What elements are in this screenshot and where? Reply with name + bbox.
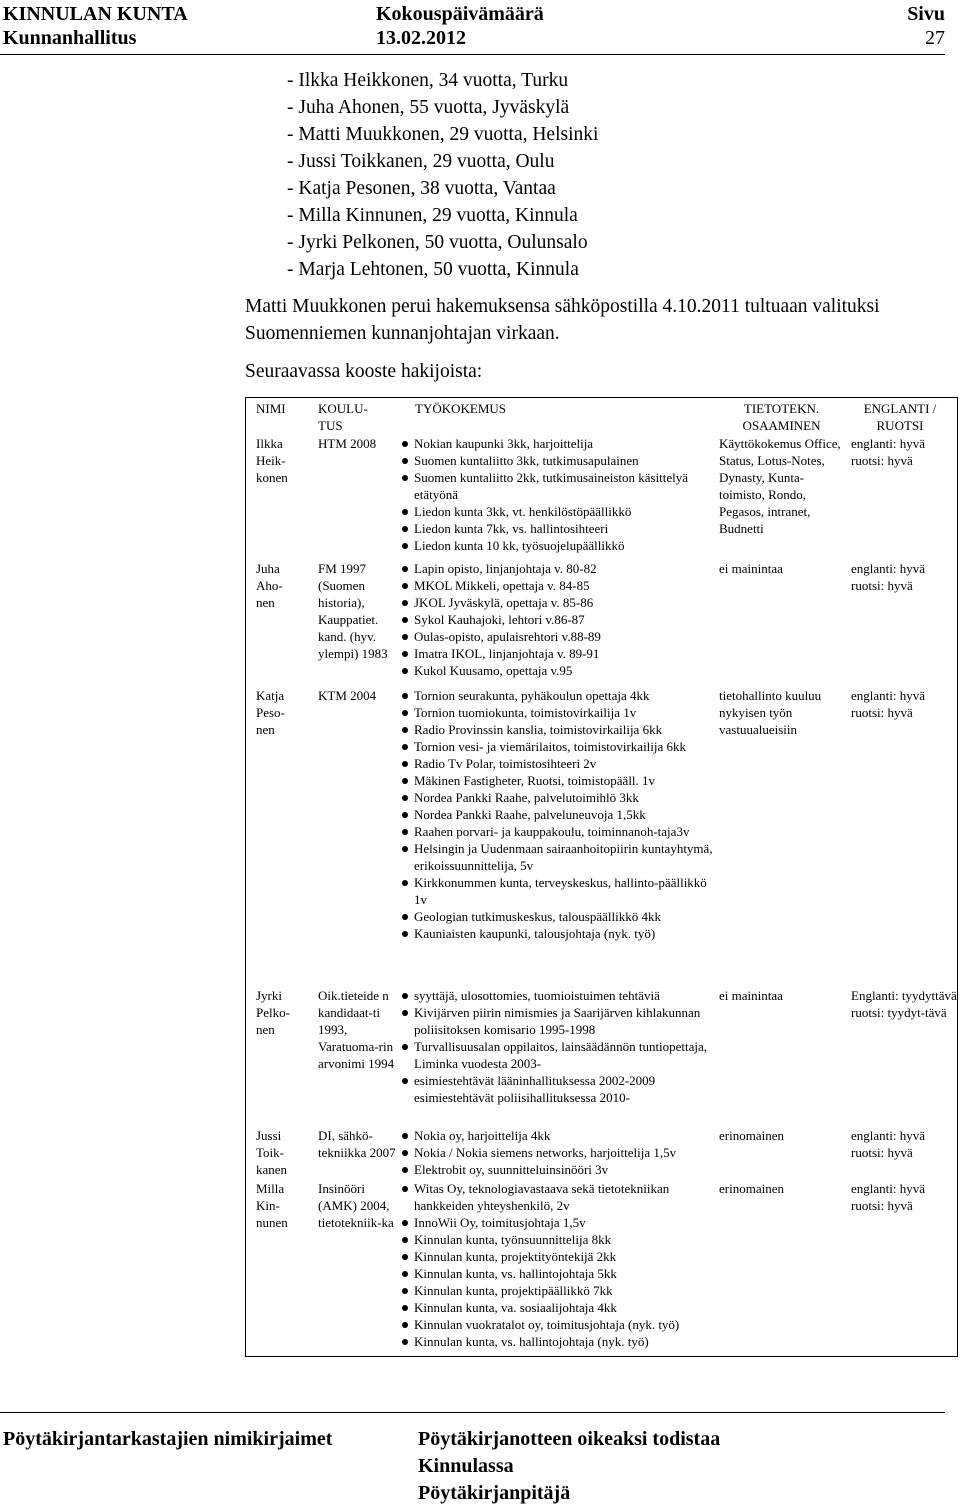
job-item: Tornion seurakunta, pyhäkoulun opettaja 4kk [402, 687, 717, 704]
language-skills: Englanti: tyydyttävä ruotsi: tyydyt-tävä [851, 988, 957, 1020]
job-item: Liedon kunta 3kk, vt. henkilöstöpäällikkö [402, 503, 717, 520]
job-item: Mäkinen Fastigheter, Ruotsi, toimistopääll. 1v [402, 772, 717, 789]
job-item: Kinnulan kunta, va. sosiaalijohtaja 4kk [402, 1299, 717, 1316]
job-item: Kinnulan vuokratalot oy, toimitusjohtaja (nyk. työ) [402, 1316, 717, 1333]
footer-initials-label: Pöytäkirjantarkastajien nimikirjaimet [3, 1428, 333, 1450]
footer-secretary: Pöytäkirjanpitäjä [418, 1482, 571, 1504]
job-item: Kauniaisten kaupunki, talousjohtaja (nyk. työ) [402, 925, 717, 942]
job-item: MKOL Mikkeli, opettaja v. 84-85 [402, 577, 717, 594]
footer-certify-label: Pöytäkirjanotteen oikeaksi todistaa [418, 1428, 721, 1450]
job-item: Kinnulan kunta, projektityöntekijä 2kk [402, 1248, 717, 1265]
job-item: InnoWii Oy, toimitusjohtaja 1,5v [402, 1214, 717, 1231]
list-item: - Jussi Toikkanen, 29 vuotta, Oulu [287, 151, 555, 172]
applicant-name: Jussi Toik- kanen [256, 1128, 288, 1177]
work-experience [402, 687, 717, 942]
date-label: Kokouspäivämäärä [376, 3, 544, 25]
header-kielet: ENGLANTI / RUOTSI [863, 401, 937, 433]
summary-intro: Seuraavassa kooste hakijoista: [245, 361, 483, 382]
job-item: Sykol Kauhajoki, lehtori v.86-87 [402, 611, 717, 628]
language-skills: englanti: hyvä ruotsi: hyvä [851, 688, 926, 720]
it-skills: tietohallinto kuuluu nykyisen työn vastuualueisiin [719, 688, 822, 737]
job-item: Liedon kunta 7kk, vs. hallintosihteeri [402, 520, 717, 537]
job-item: Imatra IKOL, linjanjohtaja v. 89-91 [402, 645, 717, 662]
job-item: Geologian tutkimuskeskus, talouspäällikkö 4kk [402, 908, 717, 925]
header-divider [0, 54, 945, 55]
page-label: Sivu [907, 3, 945, 25]
job-item: Kivijärven piirin nimismies ja Saarijärven kihlakunnan poliisitoksen komisario 1995-1998 [402, 1004, 717, 1038]
work-experience [402, 1127, 717, 1178]
job-item: Elektrobit oy, suunnitteluinsinööri 3v [402, 1161, 717, 1178]
job-item: Radio Tv Polar, toimistosihteeri 2v [402, 755, 717, 772]
job-item: Oulas-opisto, apulaisrehtori v.88-89 [402, 628, 717, 645]
language-skills: englanti: hyvä ruotsi: hyvä [851, 1128, 926, 1160]
job-item: Tornion tuomiokunta, toimistovirkailija 1v [402, 704, 717, 721]
page-number: 27 [925, 27, 945, 49]
withdrawal-note: Matti Muukkonen perui hakemuksensa sähköpostilla 4.10.2011 tultuaan valituksi Suomenniemen kunnanjohtajan virkaan. [245, 296, 880, 344]
job-item: Nordea Pankki Raahe, palveluneuvoja 1,5kk [402, 806, 717, 823]
job-item: Kirkkonummen kunta, terveyskeskus, hallinto-päällikkö 1v [402, 874, 717, 908]
applicant-list [287, 67, 598, 283]
job-item: Nokian kaupunki 3kk, harjoittelija [402, 435, 717, 452]
job-item: Nordea Pankki Raahe, palvelutoimihlö 3kk [402, 789, 717, 806]
job-item: JKOL Jyväskylä, opettaja v. 85-86 [402, 594, 717, 611]
footer-divider [0, 1412, 945, 1413]
job-item: Kinnulan kunta, vs. hallintojohtaja (nyk. työ) [402, 1333, 717, 1350]
body-name: Kunnanhallitus [3, 27, 137, 49]
footer-place: Kinnulassa [418, 1455, 514, 1477]
it-skills: erinomainen [719, 1128, 784, 1143]
job-item: Helsingin ja Uudenmaan sairaanhoitopiirin kuntayhtymä, erikoissuunnittelija, 5v [402, 840, 717, 874]
language-skills: englanti: hyvä ruotsi: hyvä [851, 1181, 926, 1213]
list-item: - Ilkka Heikkonen, 34 vuotta, Turku [287, 70, 569, 91]
education: DI, sähkö-tekniikka 2007 [318, 1128, 396, 1160]
job-item: Nokia / Nokia siemens networks, harjoittelija 1,5v [402, 1144, 717, 1161]
job-item: Liedon kunta 10 kk, työsuojelupäällikkö [402, 537, 717, 554]
work-experience [402, 435, 717, 554]
work-experience [402, 1180, 717, 1350]
list-item: - Milla Kinnunen, 29 vuotta, Kinnula [287, 205, 578, 226]
education: FM 1997 (Suomen historia), Kauppatiet. kand. (hyv. ylempi) 1983 [318, 561, 388, 661]
job-item: Lapin opisto, linjanjohtaja v. 80-82 [402, 560, 717, 577]
work-experience [402, 560, 717, 679]
it-skills: ei mainintaa [719, 561, 783, 576]
applicant-name: Ilkka Heik- konen [256, 436, 288, 485]
header-org-block [3, 2, 188, 50]
job-item: Kukol Kuusamo, opettaja v.95 [402, 662, 717, 679]
list-item: - Katja Pesonen, 38 vuotta, Vantaa [287, 178, 556, 199]
meeting-date: 13.02.2012 [376, 27, 466, 49]
applicant-name: Katja Peso- nen [256, 688, 285, 737]
job-item: Radio Provinssin kanslia, toimistovirkailija 6kk [402, 721, 717, 738]
job-item: Nokia oy, harjoittelija 4kk [402, 1127, 717, 1144]
applicant-name: Juha Aho- nen [256, 561, 283, 610]
it-skills: erinomainen [719, 1181, 784, 1196]
header-tyokokemus: TYÖKOKEMUS [415, 401, 506, 416]
applicant-name: Jyrki Pelko- nen [256, 988, 290, 1037]
it-skills: Käyttökokemus Office, Status, Lotus-Notes, Dynasty, Kunta-toimisto, Rondo, Pegasos, intranet, Budnetti [719, 436, 841, 536]
education: Insinööri (AMK) 2004, tietotekniik-ka [318, 1181, 394, 1230]
job-item: syyttäjä, ulosottomies, tuomioistuimen tehtäviä [402, 987, 717, 1004]
applicant-summary-table [245, 397, 958, 1357]
education: Oik.tieteide n kandidaat-ti 1993, Varatuoma-rin arvonimi 1994 [318, 988, 395, 1071]
header-page-block [863, 2, 945, 50]
education: HTM 2008 [318, 436, 377, 451]
job-item: Tornion vesi- ja viemärilaitos, toimistovirkailija 6kk [402, 738, 717, 755]
job-item: Kinnulan kunta, vs. hallintojohtaja 5kk [402, 1265, 717, 1282]
list-item: - Marja Lehtonen, 50 vuotta, Kinnula [287, 259, 579, 280]
job-item: Raahen porvari- ja kauppakoulu, toiminnanoh-taja3v [402, 823, 717, 840]
footer-certification [418, 1426, 720, 1507]
job-item: Suomen kuntaliitto 3kk, tutkimusapulainen [402, 452, 717, 469]
language-skills: englanti: hyvä ruotsi: hyvä [851, 436, 926, 468]
header-koulutus: KOULU- TUS [318, 401, 368, 433]
list-item: - Matti Muukkonen, 29 vuotta, Helsinki [287, 124, 599, 145]
education: KTM 2004 [318, 688, 377, 703]
header-tietotekn: TIETOTEKN. OSAAMINEN [742, 401, 821, 433]
it-skills: ei mainintaa [719, 988, 783, 1003]
job-item: Suomen kuntaliitto 2kk, tutkimusaineiston käsittelyä etätyönä [402, 469, 717, 503]
list-item: - Juha Ahonen, 55 vuotta, Jyväskylä [287, 97, 570, 118]
job-item: Kinnulan kunta, työnsuunnittelija 8kk [402, 1231, 717, 1248]
job-item: Witas Oy, teknologiavastaava sekä tietotekniikan hankkeiden yhteyshenkilö, 2v [402, 1180, 717, 1214]
header-nimi: NIMI [256, 401, 286, 416]
header-date-block [376, 2, 544, 50]
org-name: KINNULAN KUNTA [3, 3, 188, 25]
list-item: - Jyrki Pelkonen, 50 vuotta, Oulunsalo [287, 232, 588, 253]
language-skills: englanti: hyvä ruotsi: hyvä [851, 561, 926, 593]
job-item: Kinnulan kunta, projektipäällikkö 7kk [402, 1282, 717, 1299]
applicant-name: Milla Kin- nunen [256, 1181, 288, 1230]
job-item: Turvallisuusalan oppilaitos, lainsäädännön tuntiopettaja, Liminka vuodesta 2003- [402, 1038, 717, 1072]
work-experience [402, 987, 717, 1106]
job-item: esimiestehtävät lääninhallituksessa 2002-2009 esimiestehtävät poliisihallituksessa 2010- [402, 1072, 717, 1106]
